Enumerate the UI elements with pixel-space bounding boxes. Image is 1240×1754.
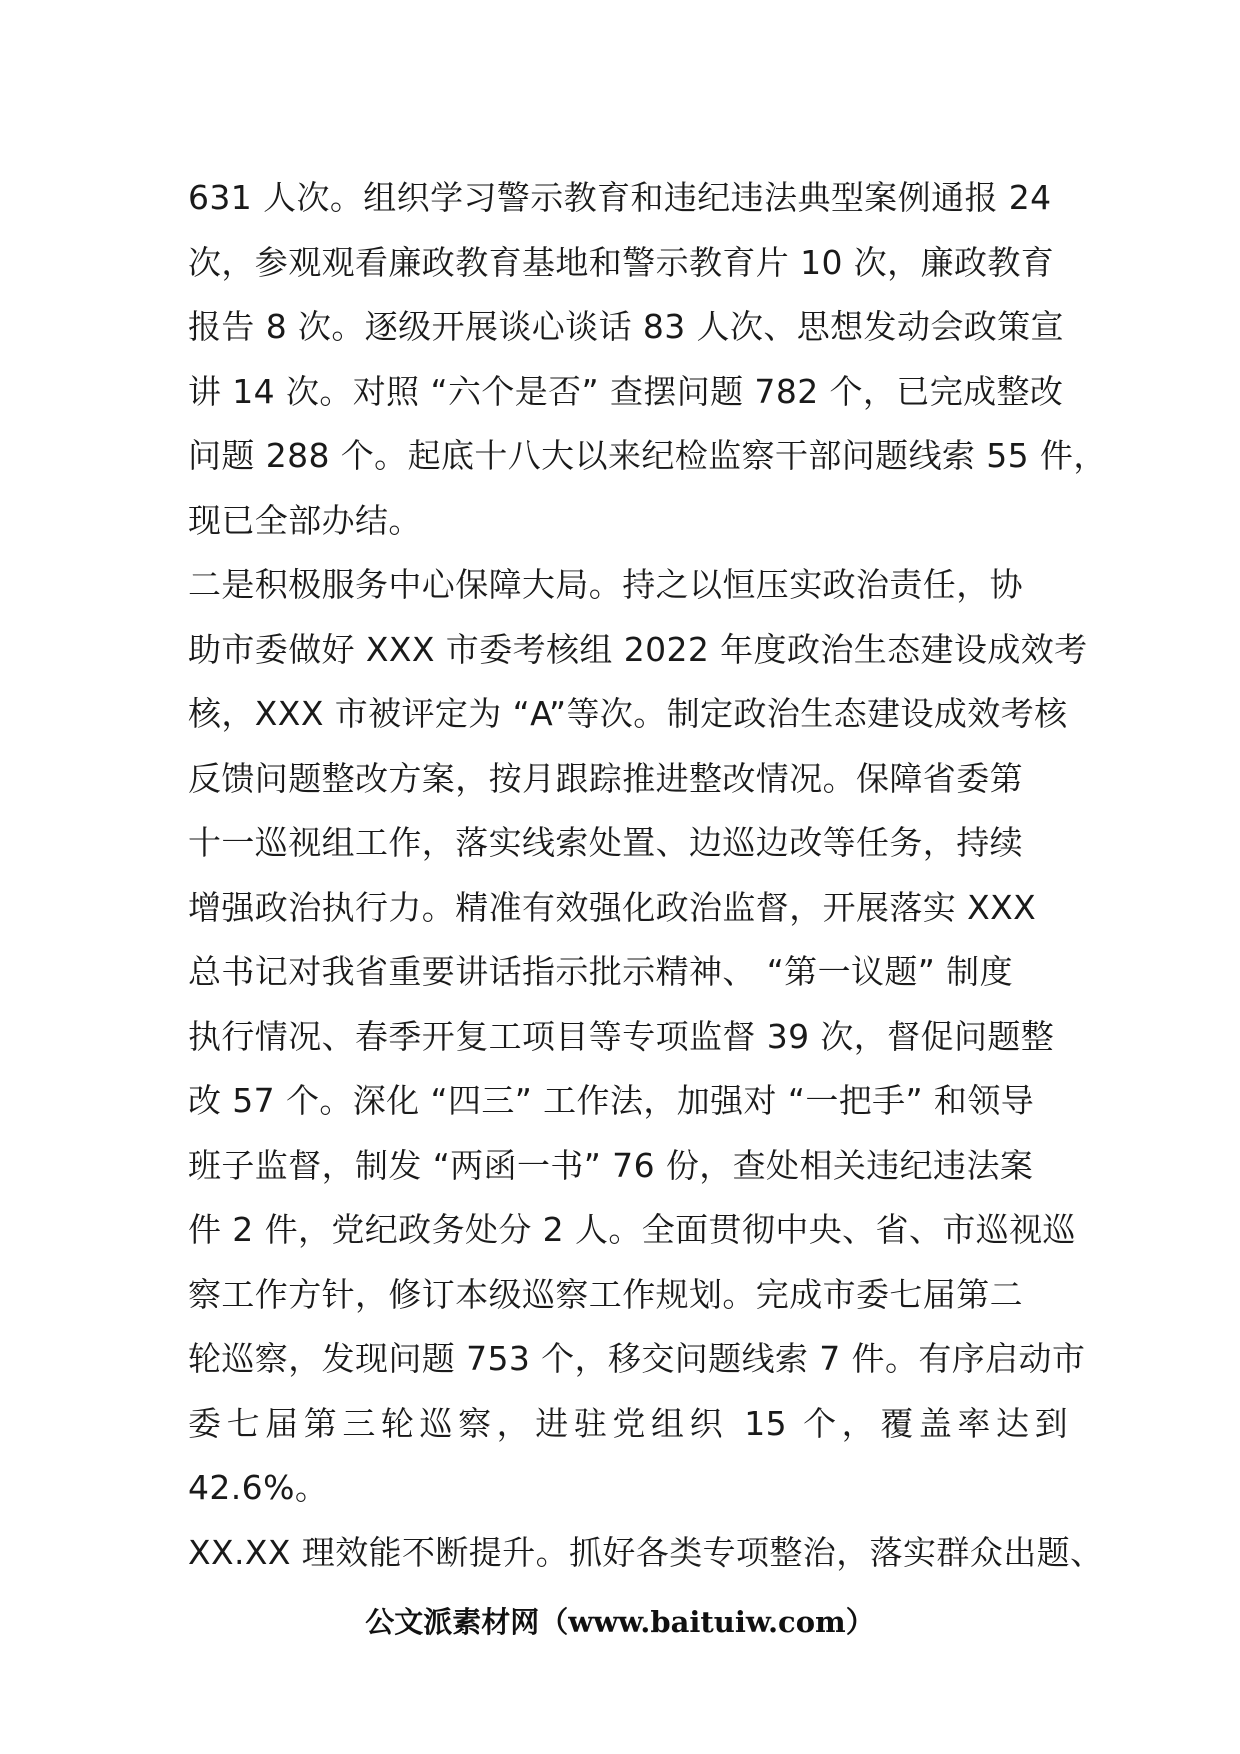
text-line-20: 委七届第三轮巡察，进驻党组织 15 个，覆盖率达到 — [188, 1403, 1068, 1443]
text-line-9: 核，XXX 市被评定为 “A”等次。制定政治生态建设成效考核 — [188, 694, 1068, 733]
text-line-13: 总书记对我省重要讲话指示批示精神、 “第一议题” 制度 — [188, 952, 1013, 991]
text-line-12: 增强政治执行力。精准有效强化政治监督，开展落实 XXX — [188, 887, 1037, 927]
text-line-5: 问题 288 个。起底十八大以来纪检监察干部问题线索 55 件， — [188, 436, 1107, 475]
text-line-10: 反馈问题整改方案，按月跟踪推进整改情况。保障省委第 — [188, 758, 1023, 798]
text-line-3: 报告 8 次。逐级开展谈心谈话 83 人次、思想发动会政策宣 — [188, 307, 1064, 346]
text-line-21: 42.6%。 — [188, 1468, 329, 1507]
text-line-4: 讲 14 次。对照 “六个是否” 查摆问题 782 个，已完成整改 — [188, 371, 1064, 411]
text-line-15: 改 57 个。深化 “四三” 工作法，加强对 “一把手” 和领导 — [188, 1081, 1035, 1120]
text-line-22: XX.XX 理效能不断提升。抓好各类专项整治，落实群众出题、 — [188, 1532, 1104, 1572]
text-line-17: 件 2 件，党纪政务处分 2 人。全面贯彻中央、省、市巡视巡 — [188, 1210, 1076, 1249]
text-line-8: 助市委做好 XXX 市委考核组 2022 年度政治生态建设成效考 — [188, 629, 1088, 669]
text-line-19: 轮巡察，发现问题 753 个，移交问题线索 7 件。有序启动市 — [188, 1339, 1086, 1378]
footer-watermark: 公文派素材网（www.baituiw.com） — [365, 1605, 875, 1639]
text-line-2: 次，参观观看廉政教育基地和警示教育片 10 次，廉政教育 — [188, 242, 1055, 282]
text-line-1: 631 人次。组织学习警示教育和违纪违法典型案例通报 24 — [188, 178, 1052, 217]
text-line-11: 十一巡视组工作，落实线索处置、边巡边改等任务，持续 — [188, 823, 1023, 862]
text-line-6: 现已全部办结。 — [188, 500, 422, 540]
document-body — [188, 166, 1107, 1585]
text-line-18: 察工作方针，修订本级巡察工作规划。完成市委七届第二 — [188, 1274, 1023, 1314]
text-line-16: 班子监督，制发 “两函一书” 76 份，查处相关违纪违法案 — [188, 1145, 1034, 1185]
text-line-7: 二是积极服务中心保障大局。持之以恒压实政治责任，协 — [188, 565, 1023, 604]
text-line-14: 执行情况、春季开复工项目等专项监督 39 次，督促问题整 — [188, 1016, 1055, 1056]
